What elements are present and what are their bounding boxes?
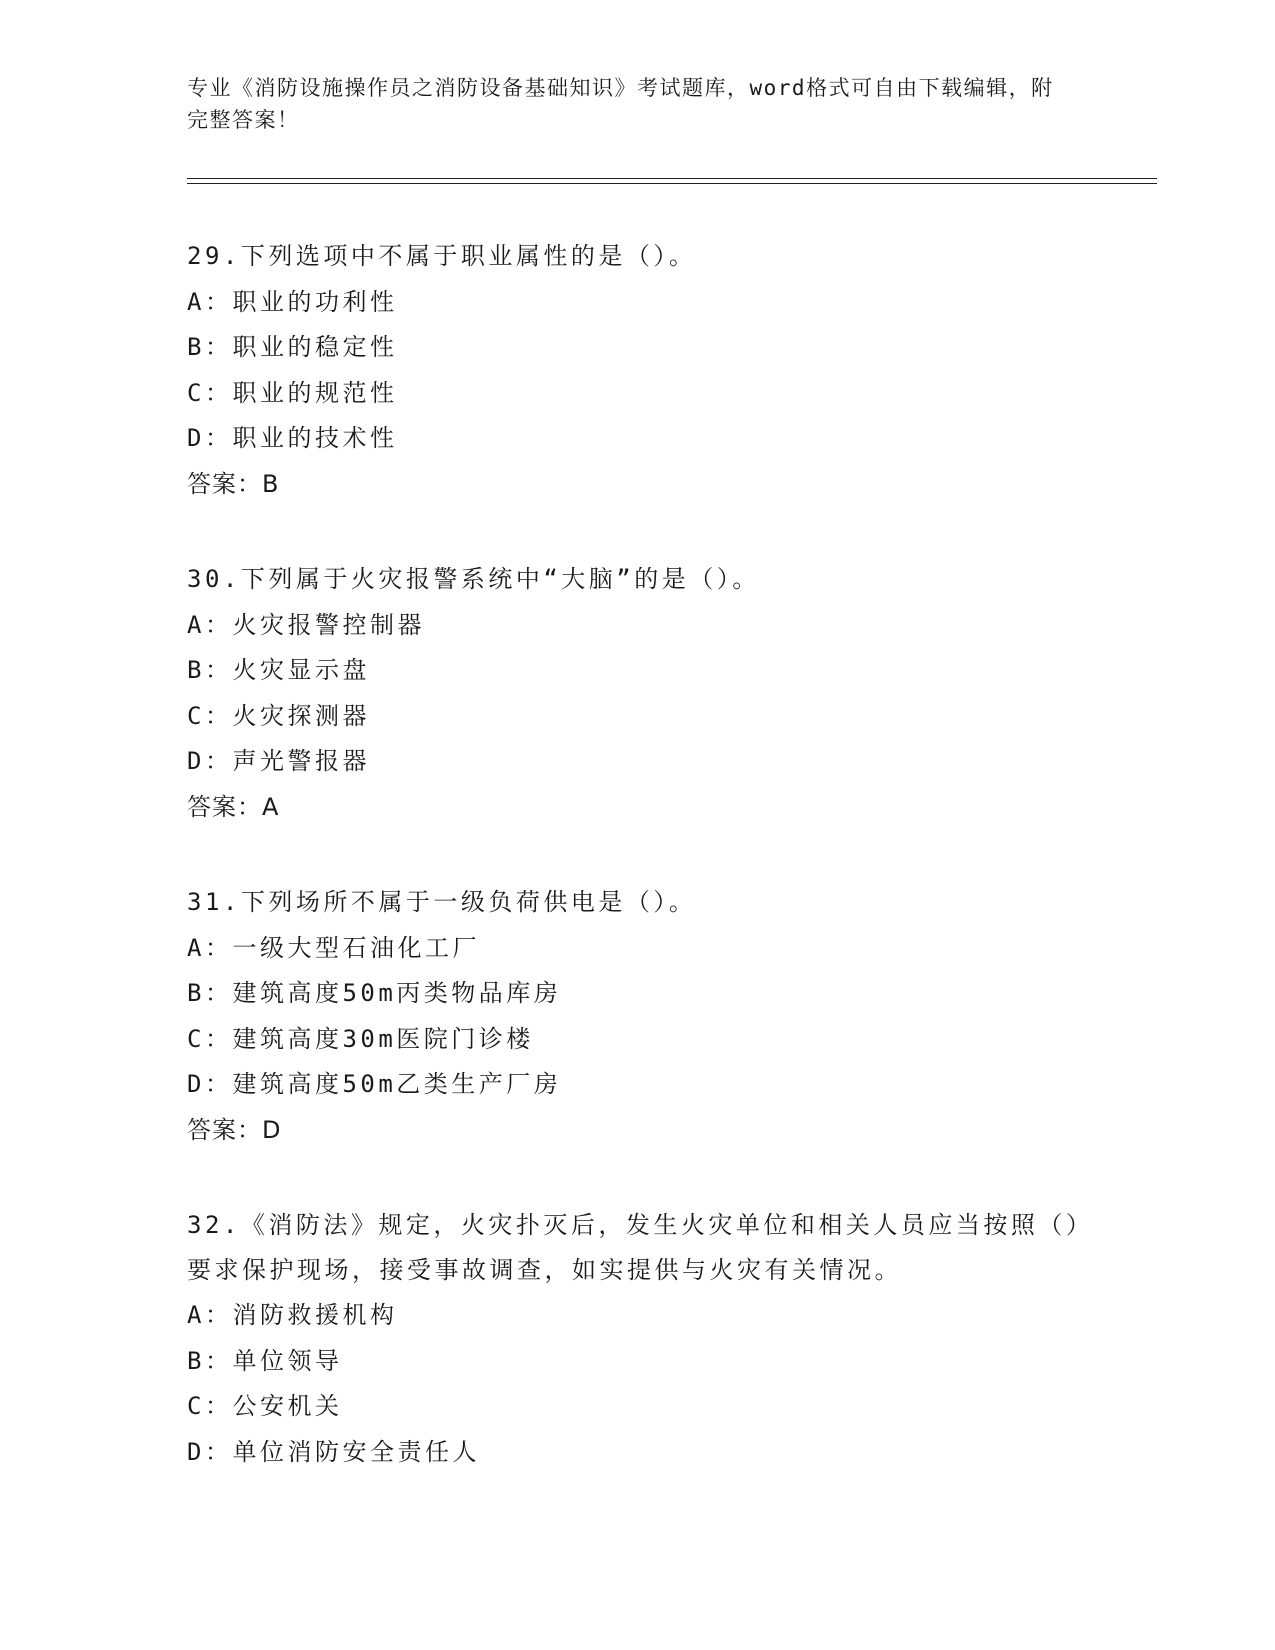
header-divider-bottom [187,183,1157,184]
question-29 [187,234,1087,507]
answer-label: 答案：A [187,792,280,821]
question-stem: 29.下列选项中不属于职业属性的是（）。 [187,242,697,270]
option-a: A：职业的功利性 [187,287,398,316]
option-d: D：建筑高度50m乙类生产厂房 [187,1070,562,1099]
question-30 [187,557,1087,830]
document-header: 专业《消防设施操作员之消防设备基础知识》考试题库，word格式可自由下载编辑，附完整答案！ [187,76,1054,132]
option-d: D：声光警报器 [187,747,370,776]
option-d: D：单位消防安全责任人 [187,1437,480,1466]
option-b: B：职业的稳定性 [187,333,398,362]
option-c: C：公安机关 [187,1392,343,1421]
question-31 [187,880,1087,1153]
question-32 [187,1203,1087,1475]
option-c: C：职业的规范性 [187,378,398,407]
option-b: B：单位领导 [187,1346,343,1375]
answer-label: 答案：D [187,1115,282,1144]
option-c: C：建筑高度30m医院门诊楼 [187,1024,534,1053]
option-a: A：消防救援机构 [187,1300,398,1329]
option-a: A：火灾报警控制器 [187,610,425,639]
option-c: C：火灾探测器 [187,701,370,730]
option-a: A：一级大型石油化工厂 [187,933,480,962]
question-stem: 32.《消防法》规定，火灾扑灭后，发生火灾单位和相关人员应当按照（）要求保护现场，接受事故调查，如实提供与火灾有关情况。 [187,1210,1082,1284]
option-d: D：职业的技术性 [187,424,398,453]
question-list [187,234,1087,1525]
option-b: B：建筑高度50m丙类物品库房 [187,979,562,1008]
option-b: B：火灾显示盘 [187,656,370,685]
question-stem: 30.下列属于火灾报警系统中“大脑”的是（）。 [187,564,760,593]
question-stem: 31.下列场所不属于一级负荷供电是（）。 [187,887,697,916]
header-divider-top [187,178,1157,179]
answer-label: 答案：B [187,469,280,498]
